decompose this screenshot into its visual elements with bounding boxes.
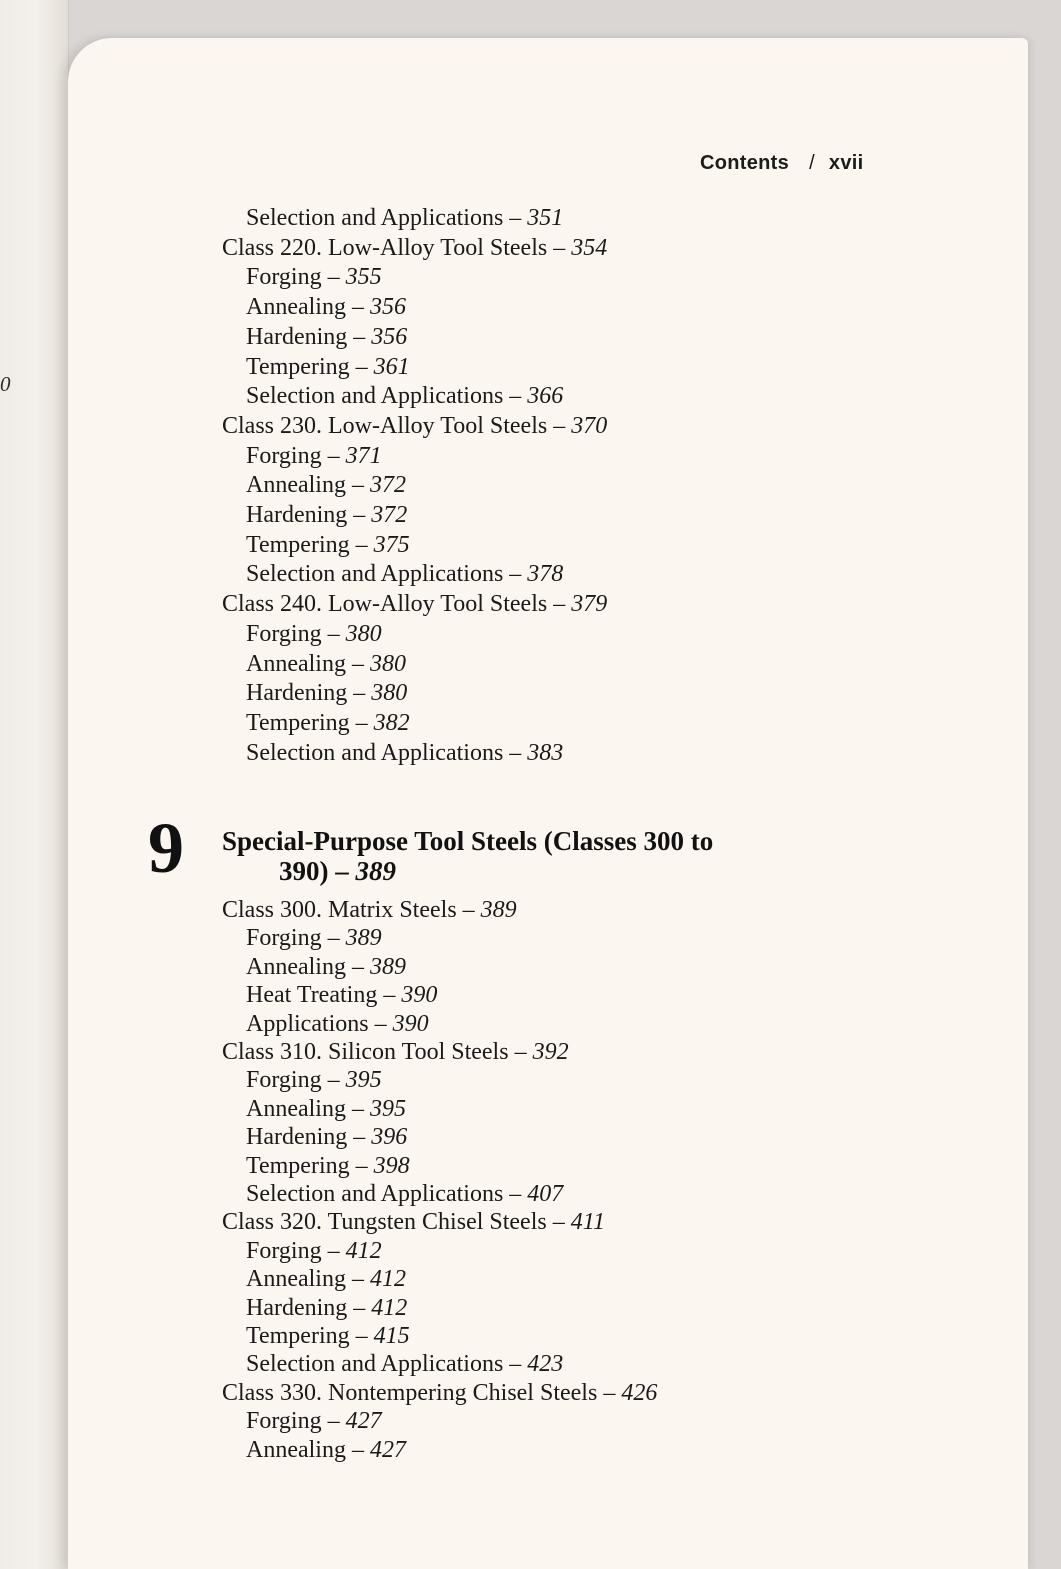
toc-entry-page: 390: [392, 1010, 429, 1037]
toc-entry-page: 412: [345, 1237, 382, 1264]
running-head-page-number: xvii: [828, 152, 864, 174]
toc-entry-text: Hardening: [246, 502, 348, 528]
toc-entry-text: Selection and Applications: [246, 383, 504, 410]
toc-entry-text: Annealing: [246, 650, 346, 677]
toc-entry-dash: –: [321, 442, 346, 469]
running-head-title: Contents: [700, 152, 790, 174]
toc-entry-page: 423: [527, 1351, 564, 1378]
toc-entry-text: Class 240. Low-Alloy Tool Steels: [222, 591, 548, 618]
toc-entry-page: 372: [369, 472, 406, 499]
toc-entry-page: 380: [345, 620, 382, 647]
toc-entry-page: 372: [371, 502, 408, 528]
toc-entry-text: Selection and Applications: [246, 1351, 504, 1378]
book-page: [68, 38, 1028, 1569]
toc-entry-page: 395: [345, 1067, 382, 1094]
toc-entry-dash: –: [347, 323, 372, 350]
toc-subentry: [246, 293, 406, 321]
toc-entry-page: 415: [373, 1323, 410, 1349]
chapter-title-line2-text: 390): [279, 856, 329, 886]
toc-entry-dash: –: [347, 1124, 372, 1151]
toc-entry-text: Tempering: [246, 353, 350, 380]
toc-entry-dash: –: [321, 925, 346, 952]
toc-subentry: [246, 1123, 407, 1151]
toc-entry-text: Annealing: [246, 1095, 346, 1122]
toc-entry-page: 427: [345, 1408, 382, 1435]
toc-entry-dash: –: [321, 1067, 346, 1094]
toc-entry-dash: –: [347, 502, 372, 528]
toc-entry-dash: –: [503, 1351, 528, 1378]
toc-entry-page: 407: [527, 1181, 564, 1207]
toc-subentry: [246, 650, 406, 678]
toc-entry-dash: –: [377, 982, 402, 1009]
running-head: [700, 152, 863, 175]
toc-entry-page: 412: [369, 1266, 406, 1293]
toc-entry-page: 383: [527, 739, 564, 766]
toc-subentry: [246, 981, 437, 1009]
toc-entry-page: 378: [527, 561, 564, 588]
toc-subentry: [246, 924, 382, 952]
toc-entry-dash: –: [345, 294, 370, 321]
toc-entry-text: Class 230. Low-Alloy Tool Steels: [222, 412, 548, 439]
toc-subentry: [246, 204, 563, 232]
toc-entry-text: Class 310. Silicon Tool Steels: [222, 1039, 509, 1065]
toc-entry-dash: –: [347, 680, 372, 707]
toc-class-entry: [222, 896, 517, 924]
toc-subentry: [246, 1010, 429, 1038]
toc-entry-dash: –: [503, 561, 528, 588]
toc-entry-dash: –: [503, 383, 528, 410]
toc-entry-page: 398: [373, 1152, 410, 1179]
toc-entry-page: 427: [369, 1436, 406, 1463]
toc-entry-text: Class 300. Matrix Steels: [222, 897, 457, 923]
toc-entry-text: Class 320. Tungsten Chisel Steels: [222, 1209, 547, 1236]
toc-entry-page: 389: [480, 897, 517, 923]
toc-class-entry: [222, 1038, 569, 1066]
toc-subentry: [246, 471, 406, 499]
toc-entry-text: Forging: [246, 442, 322, 469]
toc-entry-dash: –: [321, 620, 346, 647]
toc-entry-text: Tempering: [246, 709, 350, 736]
toc-entry-text: Selection and Applications: [246, 205, 504, 231]
toc-entry-text: Tempering: [246, 1323, 350, 1349]
toc-entry-page: 361: [373, 353, 410, 380]
toc-entry-text: Tempering: [246, 1152, 350, 1179]
toc-subentry: [246, 620, 382, 648]
toc-entry-text: Selection and Applications: [246, 1181, 504, 1207]
toc-entry-dash: –: [503, 739, 528, 766]
toc-entry-dash: –: [547, 234, 572, 261]
toc-entry-dash: –: [345, 1266, 370, 1293]
toc-class-entry: [222, 234, 607, 262]
toc-entry-text: Hardening: [246, 1294, 348, 1321]
toc-subentry: [246, 709, 410, 737]
toc-entry-page: 389: [369, 953, 406, 980]
toc-subentry: [246, 1350, 563, 1378]
toc-entry-page: 356: [369, 294, 406, 321]
chapter-title-line1: Special-Purpose Tool Steels (Classes 300 to: [222, 826, 714, 856]
toc-entry-text: Selection and Applications: [246, 739, 504, 766]
toc-entry-dash: –: [349, 709, 374, 736]
toc-entry-page: 379: [571, 591, 608, 618]
toc-entry-dash: –: [345, 472, 370, 499]
toc-entry-dash: –: [349, 1152, 374, 1179]
toc-subentry: [246, 1237, 382, 1265]
toc-subentry: [246, 263, 382, 291]
toc-entry-text: Forging: [246, 925, 322, 952]
toc-entry-dash: –: [321, 264, 346, 291]
toc-entry-text: Class 330. Nontempering Chisel Steels: [222, 1379, 598, 1406]
toc-entry-text: Annealing: [246, 472, 346, 499]
toc-entry-dash: –: [345, 650, 370, 677]
toc-entry-dash: –: [546, 1209, 571, 1236]
toc-subentry: [246, 1322, 410, 1350]
toc-entry-page: 412: [371, 1294, 408, 1321]
toc-entry-dash: –: [349, 531, 374, 558]
toc-entry-text: Annealing: [246, 294, 346, 321]
toc-subentry: [246, 1095, 406, 1123]
toc-entry-page: 426: [621, 1379, 658, 1406]
toc-subentry: [246, 382, 563, 410]
running-head-separator: /: [809, 152, 815, 174]
toc-entry-text: Applications: [246, 1010, 369, 1037]
toc-entry-page: 371: [345, 442, 382, 469]
toc-subentry: [246, 323, 407, 351]
toc-entry-text: Forging: [246, 264, 322, 291]
chapter-page: 389: [355, 856, 396, 886]
left-page-fragment: 0: [0, 372, 11, 396]
toc-entry-dash: –: [349, 353, 374, 380]
toc-entry-page: 370: [571, 412, 608, 439]
chapter-title-line2: 390) – 389: [279, 856, 396, 886]
toc-entry-text: Hardening: [246, 323, 348, 350]
toc-entry-dash: –: [349, 1323, 374, 1349]
toc-class-entry: [222, 1379, 657, 1407]
toc-entry-text: Forging: [246, 620, 322, 647]
toc-entry-page: 355: [345, 264, 382, 291]
toc-entry-dash: –: [597, 1379, 622, 1406]
toc-entry-text: Annealing: [246, 953, 346, 980]
toc-entry-dash: –: [503, 205, 528, 231]
toc-subentry: [246, 353, 410, 381]
toc-entry-text: Tempering: [246, 531, 350, 558]
toc-entry-dash: –: [347, 1294, 372, 1321]
toc-entry-dash: –: [345, 953, 370, 980]
toc-entry-text: Hardening: [246, 680, 348, 707]
toc-entry-text: Annealing: [246, 1436, 346, 1463]
toc-entry-dash: –: [456, 897, 481, 923]
toc-entry-page: 380: [371, 680, 408, 707]
toc-entry-text: Selection and Applications: [246, 561, 504, 588]
toc-subentry: [246, 739, 563, 767]
toc-entry-dash: –: [503, 1181, 528, 1207]
toc-subentry: [246, 560, 563, 588]
toc-class-entry: [222, 1208, 605, 1236]
toc-subentry: [246, 1407, 382, 1435]
toc-entry-page: 396: [371, 1124, 408, 1151]
toc-entry-page: 395: [369, 1095, 406, 1122]
toc-entry-dash: –: [547, 412, 572, 439]
toc-entry-dash: –: [508, 1039, 533, 1065]
toc-entry-page: 382: [373, 709, 410, 736]
left-page-edge: [0, 0, 69, 1569]
toc-subentry: [246, 1436, 406, 1464]
toc-entry-page: 354: [571, 234, 608, 261]
toc-entry-page: 356: [371, 323, 408, 350]
toc-class-entry: [222, 412, 607, 440]
toc-subentry: [246, 501, 407, 529]
toc-entry-dash: –: [345, 1436, 370, 1463]
toc-entry-page: 366: [527, 383, 564, 410]
toc-entry-text: Forging: [246, 1067, 322, 1094]
toc-entry-dash: –: [547, 591, 572, 618]
toc-subentry: [246, 1265, 406, 1293]
toc-entry-page: 351: [527, 205, 564, 231]
toc-entry-text: Forging: [246, 1408, 322, 1435]
toc-entry-dash: –: [321, 1408, 346, 1435]
chapter-title: [222, 826, 882, 886]
toc-entry-page: 375: [373, 531, 410, 558]
toc-subentry: [246, 531, 410, 559]
toc-subentry: [246, 442, 382, 470]
toc-entry-text: Heat Treating: [246, 982, 378, 1009]
toc-entry-page: 380: [369, 650, 406, 677]
toc-entry-page: 390: [401, 982, 438, 1009]
toc-entry-dash: –: [345, 1095, 370, 1122]
toc-subentry: [246, 679, 407, 707]
toc-subentry: [246, 1294, 407, 1322]
toc-entry-page: 389: [345, 925, 382, 952]
toc-subentry: [246, 1152, 410, 1180]
toc-entry-text: Class 220. Low-Alloy Tool Steels: [222, 234, 548, 261]
toc-entry-text: Forging: [246, 1237, 322, 1264]
toc-entry-text: Hardening: [246, 1124, 348, 1151]
toc-subentry: [246, 953, 406, 981]
toc-entry-dash: –: [368, 1010, 393, 1037]
toc-entry-page: 411: [570, 1209, 605, 1236]
toc-subentry: [246, 1180, 563, 1208]
chapter-number: 9: [148, 808, 184, 888]
toc-subentry: [246, 1066, 382, 1094]
toc-class-entry: [222, 590, 607, 618]
toc-entry-text: Annealing: [246, 1266, 346, 1293]
toc-entry-page: 392: [532, 1039, 569, 1065]
toc-entry-dash: –: [321, 1237, 346, 1264]
